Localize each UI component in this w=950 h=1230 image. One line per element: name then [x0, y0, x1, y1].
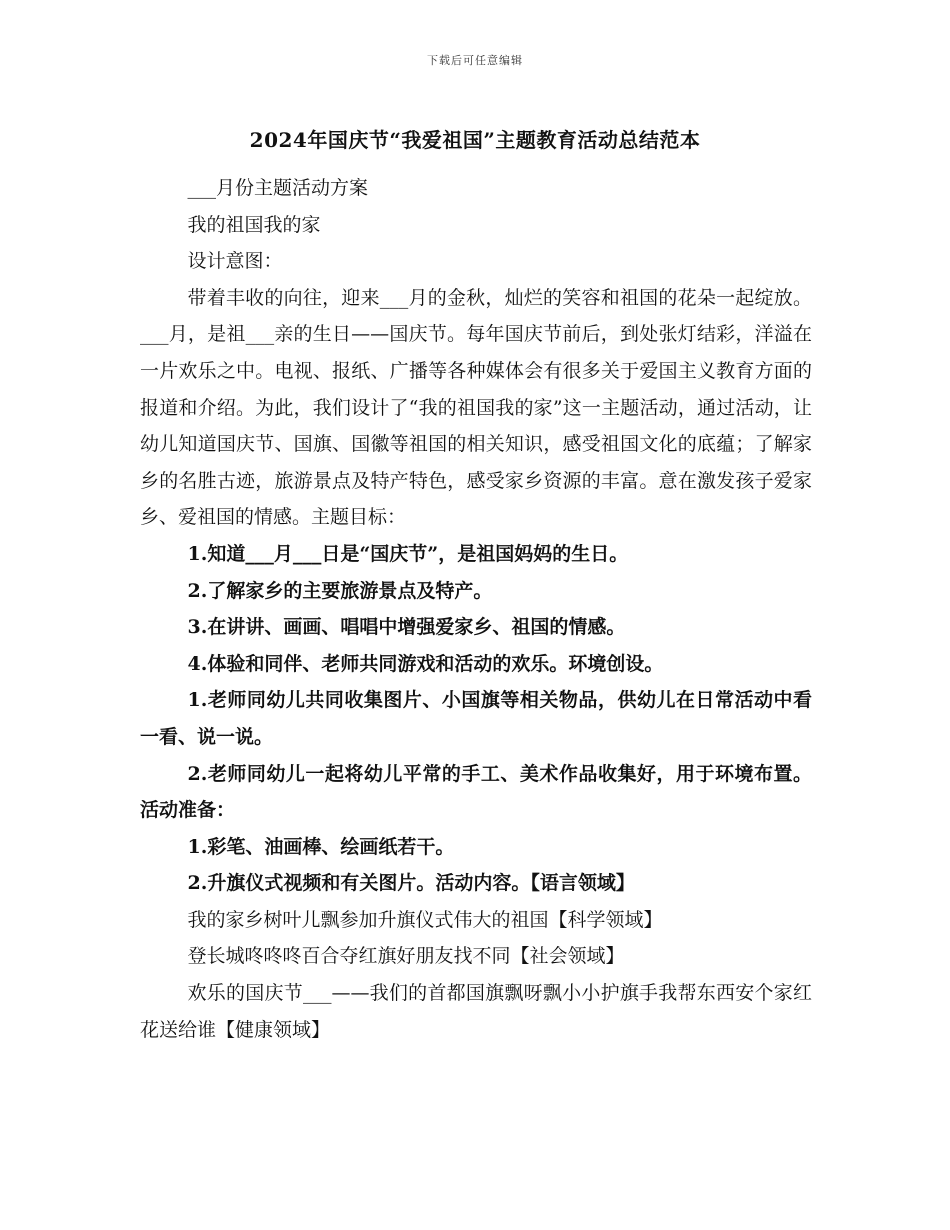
- paragraph-preparation-1: 1.彩笔、油画棒、绘画纸若干。: [187, 835, 455, 858]
- paragraph-goal-4: 4.体验和同伴、老师共同游戏和活动的欢乐。环境创设。: [187, 652, 664, 675]
- paragraph-plan-title: ___月份主题活动方案: [187, 177, 369, 199]
- paragraph-environment-2: 2.老师同幼儿一起将幼儿平常的手工、美术作品收集好，用于环境布置。活动准备：: [140, 762, 812, 822]
- paragraph-language-activities: 我的家乡树叶儿飘参加升旗仪式伟大的祖国【科学领域】: [187, 908, 663, 931]
- paragraph-design-intent: 带着丰收的向往，迎来___月的金秋，灿烂的笑容和祖国的花朵一起绽放。___月，是祖___亲的生日——国庆节。每年国庆节前后，到处张灯结彩，洋溢在一片欢乐之中。电视、报纸、广播等各种媒体会有很多关于爱国主义教育方面的报道和介绍。为此，我们设计了“我的祖国我的家”这一主题活动，通过活动，让幼儿知道国庆节、国旗、国徽等祖国的相关知识，感受祖国文化的底蕴；了解家乡的名胜古迹，旅游景点及特产特色，感受家乡资源的丰富。意在激发孩子爱家乡、爱祖国的情感。主题目标：: [140, 286, 812, 529]
- paragraph-theme: 我的祖国我的家: [187, 213, 321, 236]
- paragraph-social-activities: 欢乐的国庆节___——我们的首都国旗飘呀飘小小护旗手我帮东西安个家红花送给谁【健康领域】: [140, 982, 812, 1041]
- document-body: [140, 170, 812, 1048]
- paragraph-design-intent-label: 设计意图：: [187, 250, 283, 273]
- paragraph-goal-1: 1.知道___月___日是“国庆节”，是祖国妈妈的生日。: [187, 542, 629, 565]
- paragraph-goal-2: 2.了解家乡的主要旅游景点及特产。: [187, 579, 493, 602]
- page-header: 下载后可任意编辑: [427, 54, 523, 67]
- paragraph-science-activities: 登长城咚咚咚百合夺红旗好朋友找不同【社会领域】: [187, 945, 625, 968]
- paragraph-preparation-2: 2.升旗仪式视频和有关图片。活动内容。【语言领域】: [187, 872, 635, 895]
- document-title: 2024年国庆节“我爱祖国”主题教育活动总结范本: [249, 128, 701, 152]
- paragraph-goal-3: 3.在讲讲、画画、唱唱中增强爱家乡、祖国的情感。: [187, 616, 626, 639]
- paragraph-environment-1: 1.老师同幼儿共同收集图片、小国旗等相关物品，供幼儿在日常活动中看一看、说一说。: [140, 689, 812, 748]
